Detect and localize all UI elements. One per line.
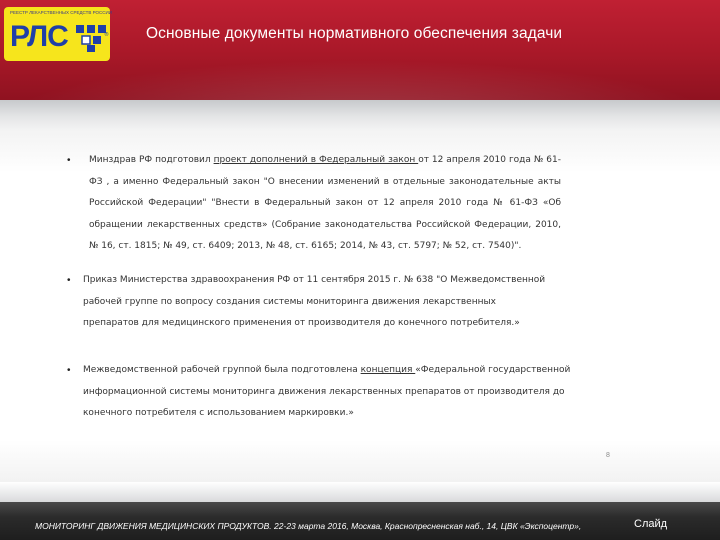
slide-footer bbox=[0, 502, 720, 540]
item-1-link[interactable]: проект дополнений в Федеральный закон bbox=[213, 155, 419, 165]
bullet-item-2: Приказ Министерства здравоохранения РФ от 11 сентября 2015 г. № 638 "О Межведомственной рабочей группе по вопросу создания системы мониторинга движения лекарственных препаратов для медицинского применения от производителя до конечного потребителя.» bbox=[83, 275, 546, 328]
item-3-link[interactable]: концепция bbox=[360, 365, 416, 375]
footer-shadow bbox=[0, 482, 720, 502]
footer-event-text: МОНИТОРИНГ ДВИЖЕНИЯ МЕДИЦИНСКИХ ПРОДУКТОВ. 22-23 марта 2016, Москва, Краснопресненская наб., 14, ЦВК «Экспоцентр», bbox=[35, 521, 582, 531]
item-3-lead: Межведомственной рабочей группой была подготовлена bbox=[83, 365, 361, 375]
bullet-1: • bbox=[67, 155, 71, 166]
bullet-2: • bbox=[67, 275, 71, 286]
logo-tagline: РЕЕСТР ЛЕКАРСТВЕННЫХ СРЕДСТВ РОССИИ bbox=[10, 10, 112, 15]
page-number: 8 bbox=[606, 452, 610, 459]
item-1-lead: Минздрав РФ подготовил bbox=[89, 155, 214, 165]
logo-text: РЛС bbox=[10, 20, 68, 53]
footer-slide-label: Слайд bbox=[634, 518, 668, 530]
bullet-3: • bbox=[67, 365, 71, 376]
item-3-rest: «Федеральной государственной информационной системы мониторинга движения лекарственных препаратов от производителя до конечного потребителя с использованием маркировки.» bbox=[83, 365, 571, 418]
slide-header bbox=[0, 0, 720, 100]
slide-title: Основные документы нормативного обеспечения задачи bbox=[146, 25, 563, 42]
rls-logo bbox=[4, 7, 110, 61]
bullet-item-1 bbox=[89, 150, 561, 258]
bullet-item-3 bbox=[83, 360, 573, 425]
header-band bbox=[0, 100, 720, 130]
rls-cross-logo-icon bbox=[74, 23, 108, 53]
item-1-rest: от 12 апреля 2010 года № 61-ФЗ , а именно Федеральный закон "О внесении изменений в отдельные законодательные акты Российской Федерации" "Внести в Федеральный закон от 12 апреля 2010 года № 61-ФЗ «Об обращении лекарственных средств» (Собрание законодательства Российской Федерации, 2010, № 16, ст. 1815; № 49, ст. 6409; 2013, № 48, ст. 6165; 2014, № 43, ст. 5797; № 52, ст. 7540)". bbox=[89, 155, 561, 251]
logo-registered-mark: ® bbox=[104, 32, 109, 38]
